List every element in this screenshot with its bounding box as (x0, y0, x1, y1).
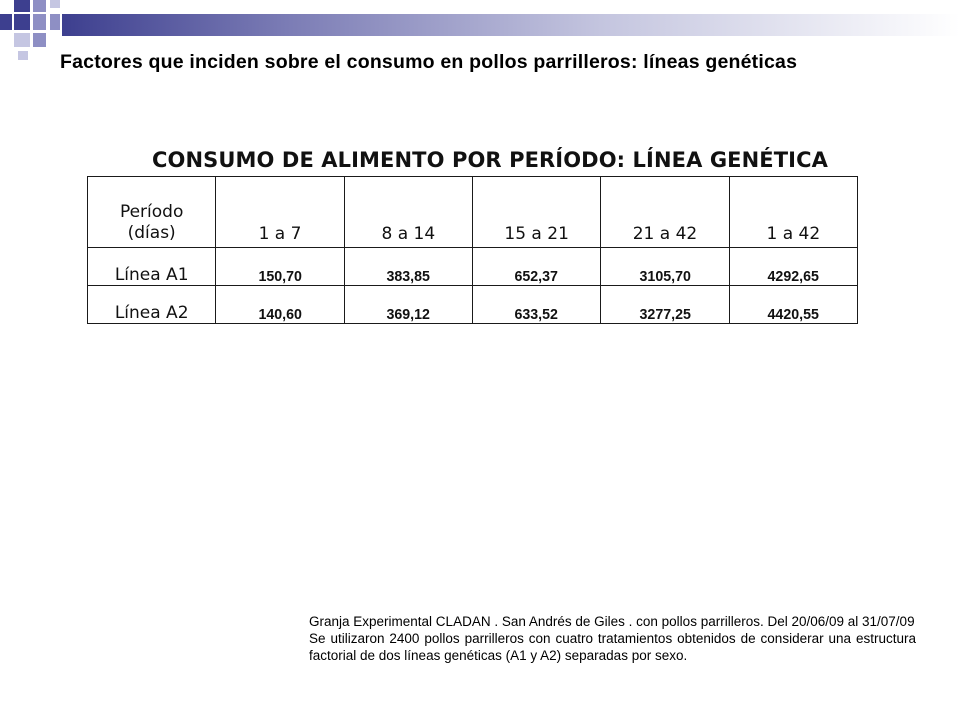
decor-square-5 (14, 14, 30, 30)
table-cell: 652,37 (472, 248, 600, 286)
table-cell: 369,12 (344, 286, 472, 324)
footnote-source: Granja Experimental CLADAN . San Andrés de Giles . con pollos parrilleros. Del 20/06/09 al 31/07/09 (309, 614, 915, 629)
table-title: CONSUMO DE ALIMENTO POR PERÍODO: LÍNEA GENÉTICA (152, 148, 828, 172)
decor-square-1 (14, 0, 30, 12)
header-gradient-bar (62, 14, 960, 36)
header-period-label: Período (119, 202, 184, 222)
table-row (88, 286, 858, 324)
table-cell: 383,85 (344, 248, 472, 286)
decor-square-3 (50, 0, 60, 8)
table-cell: 150,70 (216, 248, 344, 286)
table-cell: 633,52 (472, 286, 600, 324)
table-cell: 4292,65 (729, 248, 857, 286)
table-cell: 4420,55 (729, 286, 857, 324)
decor-square-4 (0, 14, 12, 30)
row-label-line-a1: Línea A1 (88, 248, 216, 286)
footnote (309, 613, 916, 664)
table-row (88, 248, 858, 286)
decor-square-8 (14, 33, 30, 47)
consumption-table (87, 176, 858, 324)
decor-square-10 (18, 51, 28, 60)
header-column-3: 15 a 21 (472, 177, 600, 248)
header-period-cell (88, 177, 216, 248)
header-column-5: 1 a 42 (729, 177, 857, 248)
table-cell: 140,60 (216, 286, 344, 324)
footnote-method: Se utilizaron 2400 pollos parrilleros con cuatro tratamientos obtenidos de considerar una estructura factorial de dos líneas genéticas (A1 y A2) separadas por sexo. (309, 631, 916, 663)
header-column-1: 1 a 7 (216, 177, 344, 248)
header-column-2: 8 a 14 (344, 177, 472, 248)
table-cell: 3277,25 (601, 286, 729, 324)
header-days-label: (días) (127, 223, 176, 243)
table-header-row (88, 177, 858, 248)
decor-square-6 (33, 14, 46, 30)
header-column-4: 21 a 42 (601, 177, 729, 248)
decor-square-7 (50, 14, 60, 30)
decor-square-9 (33, 33, 46, 47)
row-label-line-a2: Línea A2 (88, 286, 216, 324)
slide-title: Factores que inciden sobre el consumo en pollos parrilleros: líneas genéticas (60, 51, 798, 73)
table-cell: 3105,70 (601, 248, 729, 286)
decor-square-2 (33, 0, 46, 12)
